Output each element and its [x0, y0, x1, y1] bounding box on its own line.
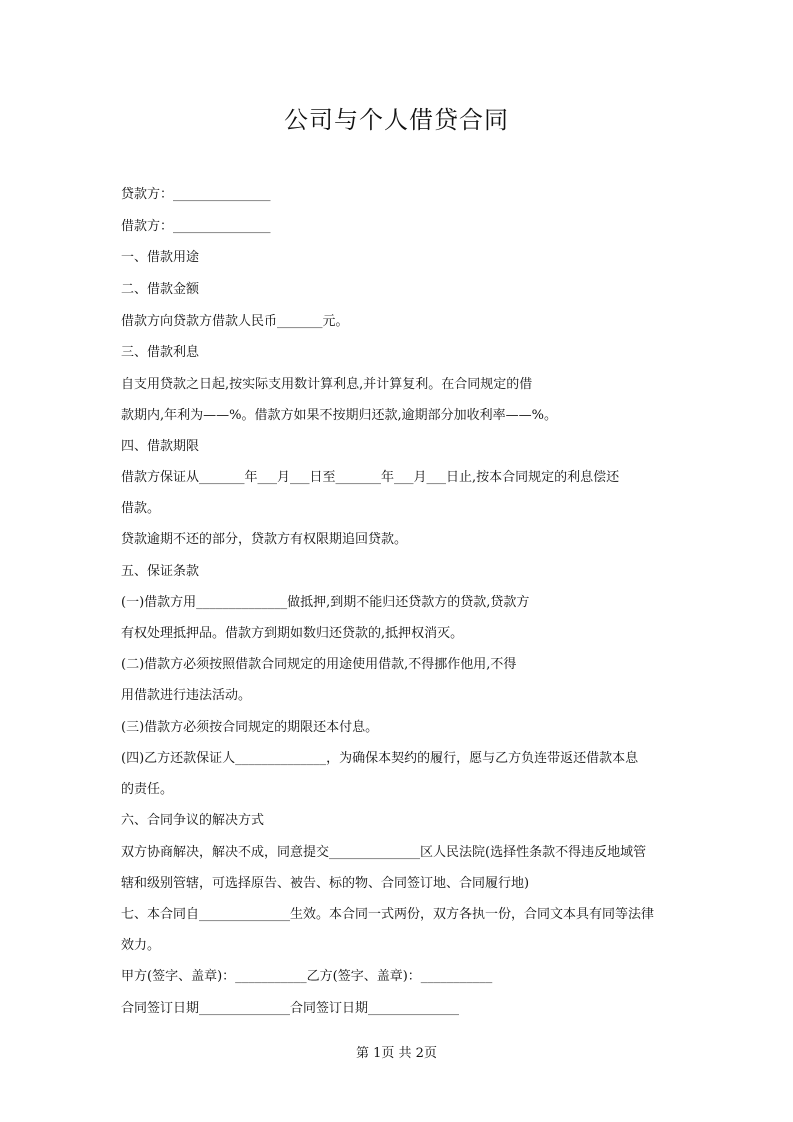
guarantee-clause-4-line-2: 的责任。 — [121, 782, 174, 797]
lender-line: 贷款方：_______________ — [121, 187, 271, 202]
dispute-clause-line-1: 双方协商解决，解决不成，同意提交______________区人民法院(选择性条款不得违反地域管 — [121, 845, 647, 860]
effect-clause-line-2: 效力。 — [121, 938, 161, 953]
term-clause-line-2: 借款。 — [121, 501, 161, 516]
guarantee-clause-2-line-2: 用借款进行违法活动。 — [121, 688, 252, 703]
section-heading-purpose: 一、借款用途 — [121, 250, 200, 265]
guarantee-clause-1-line-1: (一)借款方用______________做抵押,到期不能归还贷款方的贷款,贷款方 — [121, 595, 530, 610]
signing-date-line: 合同签订日期______________合同签订日期______________ — [121, 1001, 460, 1016]
amount-clause: 借款方向贷款方借款人民币_______元。 — [121, 314, 349, 329]
interest-clause-line-1: 自支用贷款之日起,按实际支用数计算利息,并计算复利。在合同规定的借 — [121, 377, 533, 392]
guarantee-clause-4-line-1: (四)乙方还款保证人______________，为确保本契约的履行，愿与乙方负连带返还借款本息 — [121, 751, 639, 766]
guarantee-clause-1-line-2: 有权处理抵押品。借款方到期如数归还贷款的,抵押权消灭。 — [121, 626, 464, 641]
section-heading-dispute: 六、合同争议的解决方式 — [121, 813, 265, 828]
interest-clause-line-2: 款期内,年利为——%。借款方如果不按期归还款,逾期部分加收利率——%。 — [121, 408, 557, 423]
section-heading-interest: 三、借款利息 — [121, 345, 200, 360]
term-clause-line-1: 借款方保证从_______年___月___日至_______年___月___日止,按本合同规定的利息偿还 — [121, 470, 620, 485]
signature-line: 甲方(签字、盖章)：___________乙方(签字、盖章)：___________ — [121, 969, 493, 984]
guarantee-clause-3: (三)借款方必须按合同规定的期限还本付息。 — [121, 720, 379, 735]
section-heading-amount: 二、借款金额 — [121, 282, 200, 297]
page-number-footer: 第 1页 共 2页 — [356, 1046, 437, 1061]
section-heading-guarantee: 五、保证条款 — [121, 564, 200, 579]
overdue-clause: 贷款逾期不还的部分，贷款方有权限期追回贷款。 — [121, 532, 408, 547]
section-heading-term: 四、借款期限 — [121, 439, 200, 454]
borrower-line: 借款方：_______________ — [121, 219, 271, 234]
guarantee-clause-2-line-1: (二)借款方必须按照借款合同规定的用途使用借款,不得挪作他用,不得 — [121, 657, 517, 672]
dispute-clause-line-2: 辖和级别管辖，可选择原告、被告、标的物、合同签订地、合同履行地) — [121, 876, 530, 891]
document-title: 公司与个人借贷合同 — [284, 106, 509, 134]
effect-clause-line-1: 七、本合同自______________生效。本合同一式两份，双方各执一份，合同文本具有同等法律 — [121, 907, 655, 922]
